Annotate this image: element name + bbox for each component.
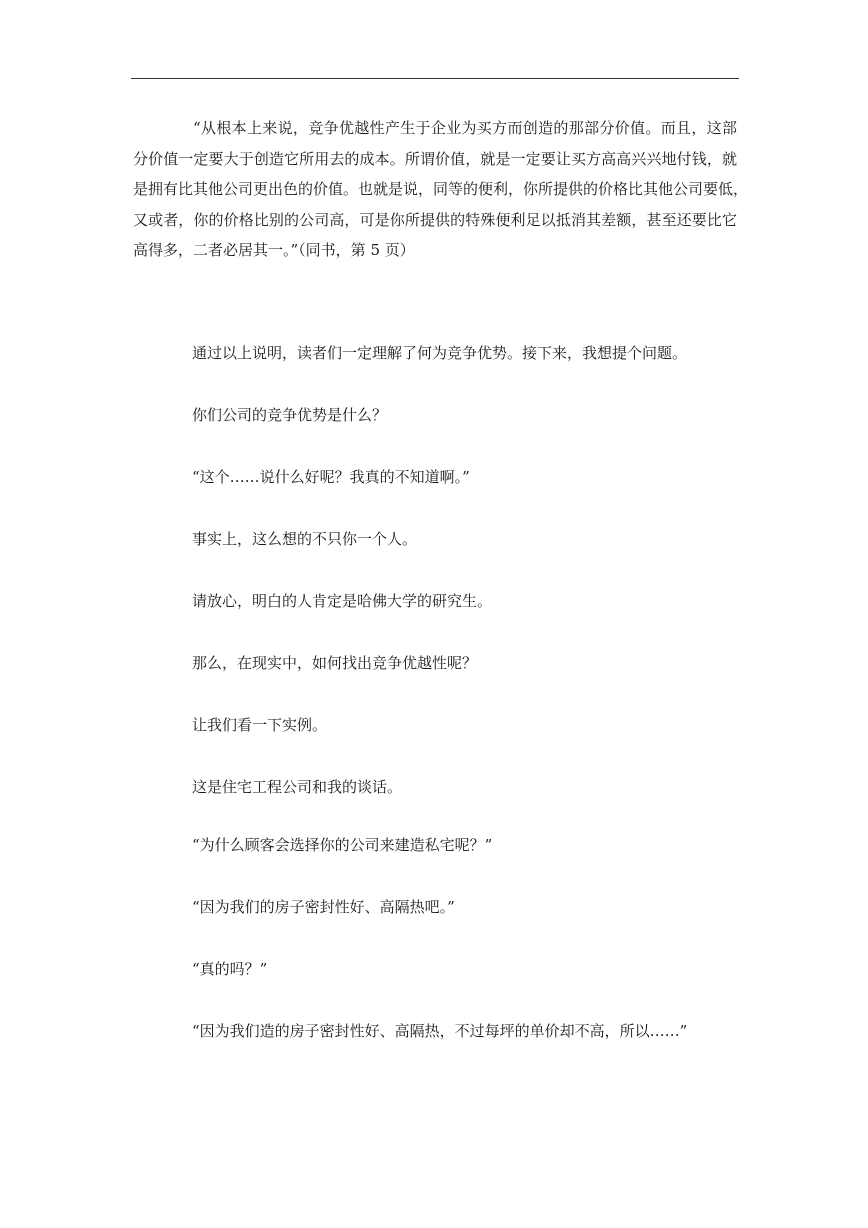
paragraph: 通过以上说明，读者们一定理解了何为竞争优势。接下来，我想提个问题。 [192,344,688,362]
paragraph: “因为我们造的房子密封性好、高隔热，不过每坪的单价却不高，所以……” [192,1022,688,1040]
paragraph: 让我们看一下实例。 [192,716,328,734]
paragraph: 请放心，明白的人肯定是哈佛大学的研究生。 [192,592,493,610]
quote-line: “从根本上来说，竞争优越性产生于企业为买方而创造的那部分价值。而且，这部 [193,119,737,137]
paragraph: 这是住宅工程公司和我的谈话。 [192,778,403,796]
quote-paragraph [133,113,749,266]
quote-line: 是拥有比其他公司更出色的价值。也就是说，同等的便利，你所提供的价格比其他公司要低， [133,180,749,198]
paragraph: 你们公司的竞争优势是什么？ [192,406,388,424]
paragraph: “为什么顾客会选择你的公司来建造私宅呢？” [192,836,493,854]
quote-line: 又或者，你的价格比别的公司高，可是你所提供的特殊便利足以抵消其差额，甚至还要比它 [133,210,737,229]
quote-line: 分价值一定要大于创造它所用去的成本。所谓价值，就是一定要让买方高高兴兴地付钱，就 [133,149,737,168]
quote-line: 高得多，二者必居其一。”（同书，第 5 页） [133,241,415,259]
paragraph: “这个……说什么好呢？我真的不知道啊。” [192,468,470,486]
paragraph: “真的吗？” [192,960,268,978]
paragraph: 事实上，这么想的不只你一个人。 [192,530,418,548]
paragraph: 那么，在现实中，如何找出竞争优越性呢？ [192,654,478,672]
paragraph: “因为我们的房子密封性好、高隔热吧。” [192,898,455,916]
header-rule [131,78,739,79]
